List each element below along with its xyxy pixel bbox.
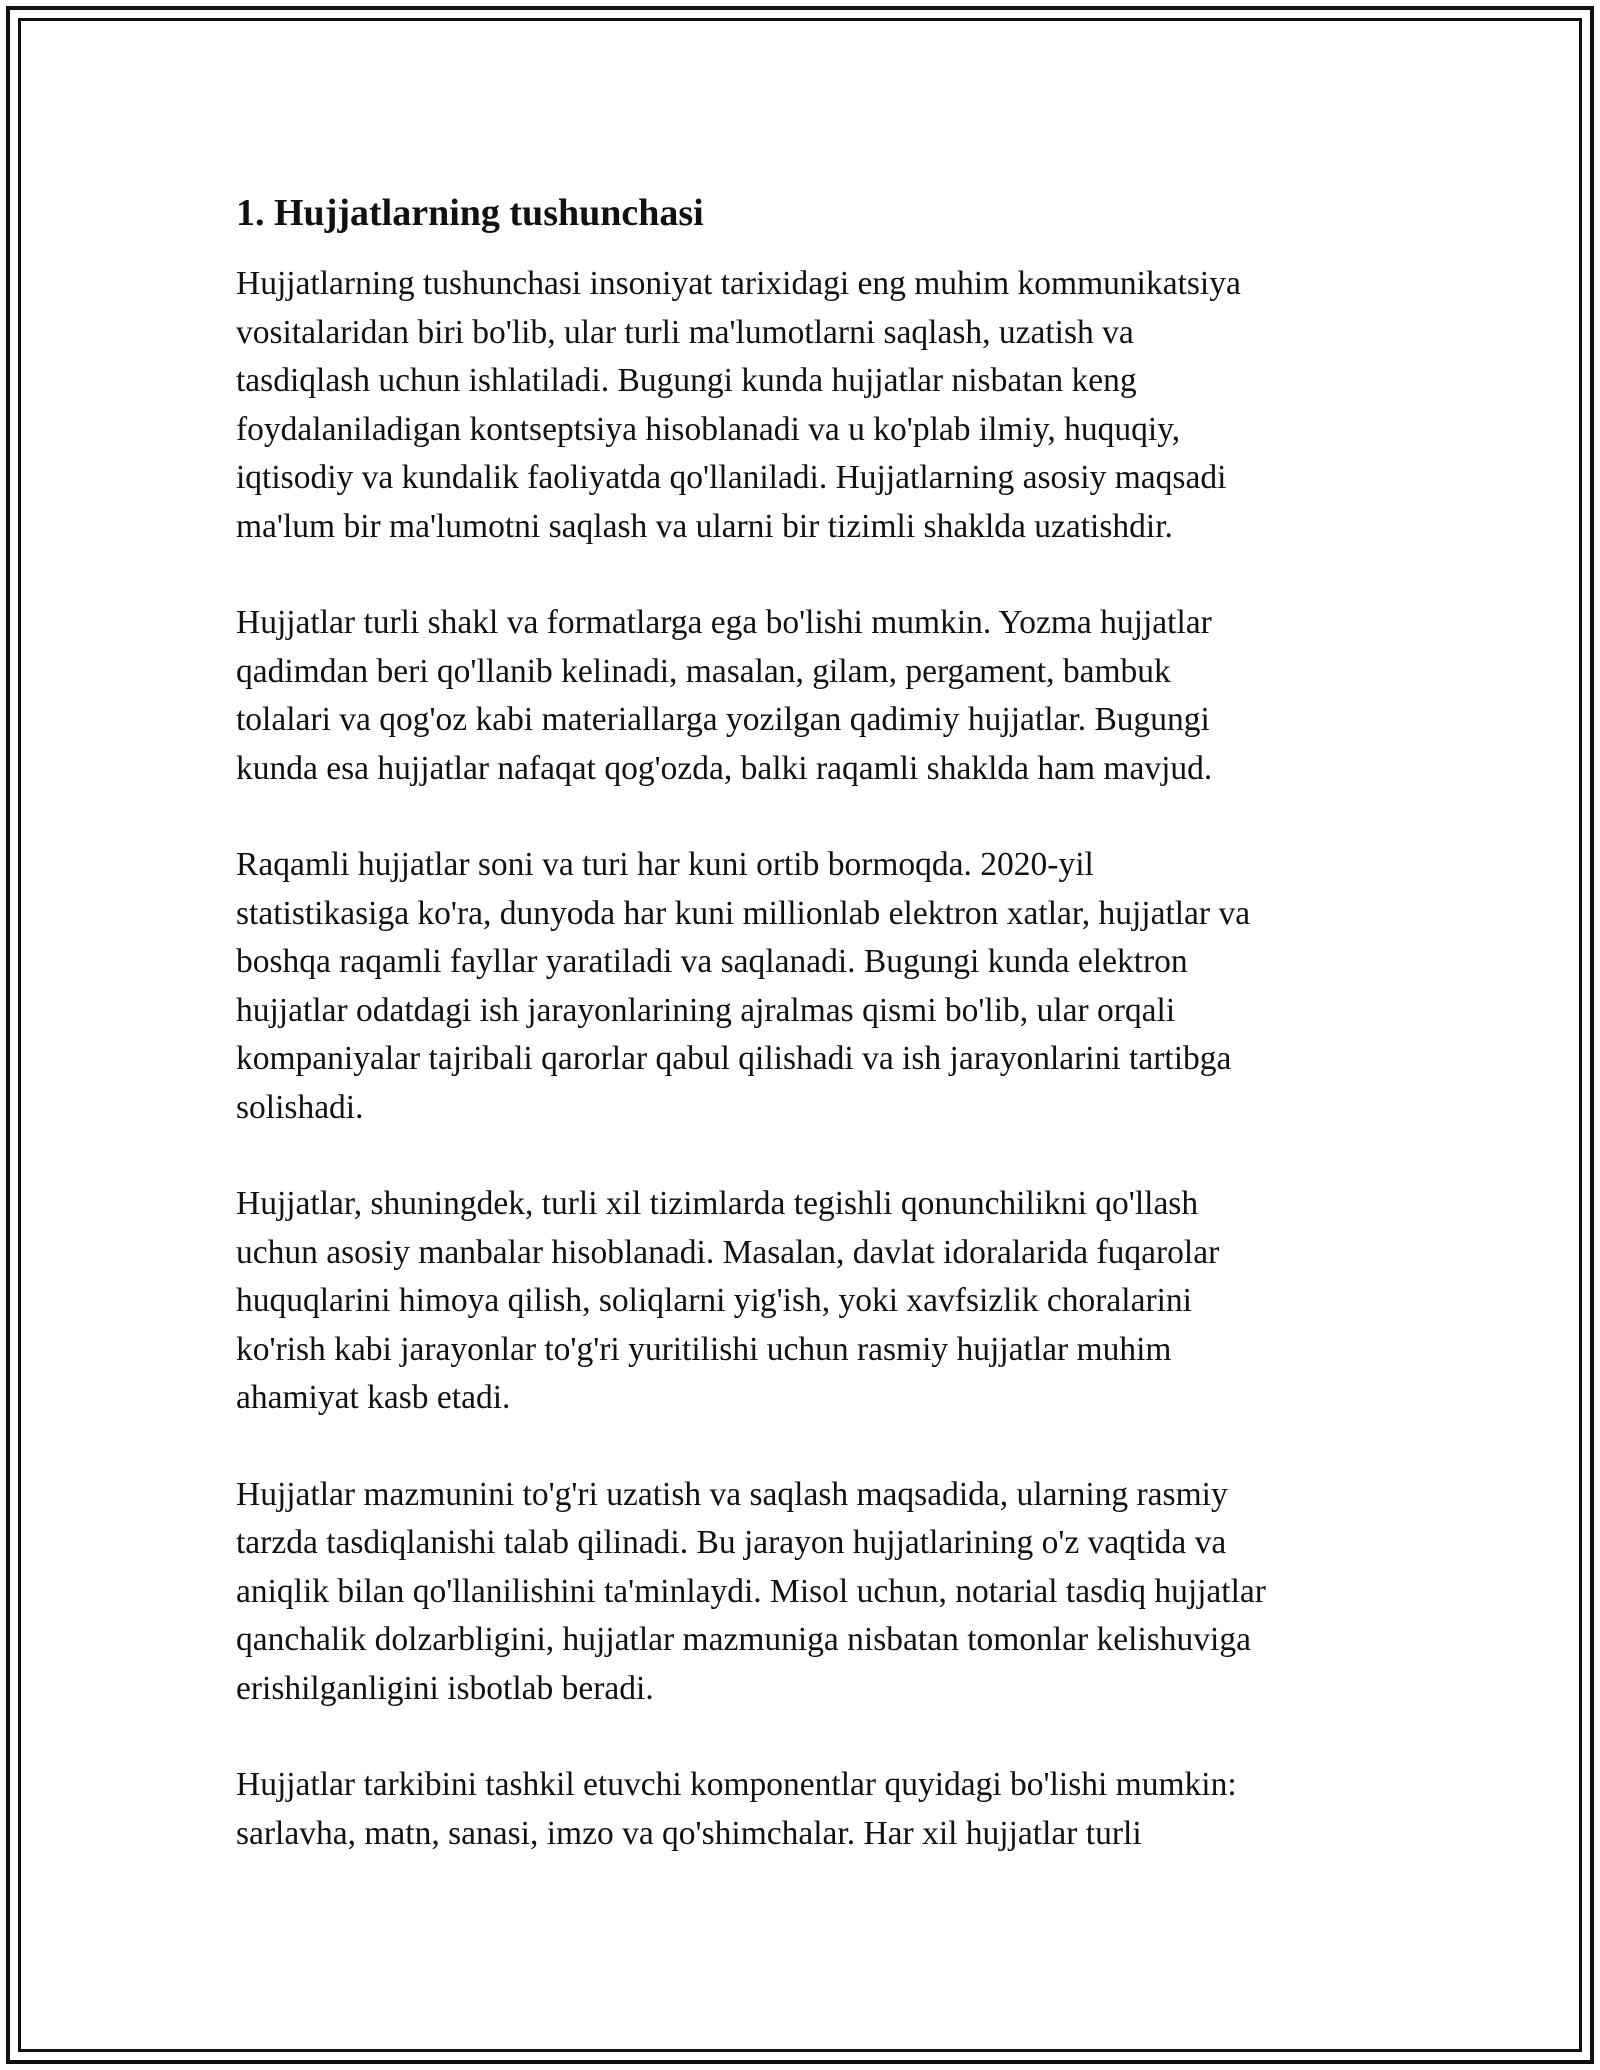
text-line: iqtisodiy va kundalik faoliyatda qo'llaniladi. Hujjatlarning asosiy maqsadi bbox=[236, 459, 1227, 496]
text-line: kompaniyalar tajribali qarorlar qabul qilishadi va ish jarayonlarini tartibga bbox=[236, 1040, 1232, 1077]
text-line: aniqlik bilan qo'llanilishini ta'minlaydi. Misol uchun, notarial tasdiq hujjatlar bbox=[236, 1572, 1266, 1610]
text-line: boshqa raqamli fayllar yaratiladi va saqlanadi. Bugungi kunda elektron bbox=[236, 943, 1188, 980]
text-line: Hujjatlar turli shakl va formatlarga ega bo'lishi mumkin. Yozma hujjatlar bbox=[236, 604, 1212, 641]
text-line: huquqlarini himoya qilish, soliqlarni yig'ish, yoki xavfsizlik choralarini bbox=[236, 1282, 1192, 1319]
text-line: ahamiyat kasb etadi. bbox=[236, 1379, 511, 1416]
text-line: foydalaniladigan kontseptsiya hisoblanadi va u ko'plab ilmiy, huquqiy, bbox=[236, 410, 1181, 448]
paragraph-3 bbox=[236, 841, 1376, 1132]
text-line: statistikasiga ko'ra, dunyoda har kuni millionlab elektron xatlar, hujjatlar va bbox=[236, 894, 1251, 932]
text-line: uchun asosiy manbalar hisoblanadi. Masalan, davlat idoralarida fuqarolar bbox=[236, 1233, 1220, 1271]
text-line: hujjatlar odatdagi ish jarayonlarining ajralmas qismi bo'lib, ular orqali bbox=[236, 991, 1176, 1029]
text-line: tasdiqlash uchun ishlatiladi. Bugungi kunda hujjatlar nisbatan keng bbox=[236, 362, 1137, 399]
paragraph-5 bbox=[236, 1471, 1376, 1714]
paragraph-1 bbox=[236, 260, 1376, 551]
paragraph-2 bbox=[236, 599, 1376, 793]
text-line: erishilganligini isbotlab beradi. bbox=[236, 1669, 654, 1707]
text-line: ko'rish kabi jarayonlar to'g'ri yuritilishi uchun rasmiy hujjatlar muhim bbox=[236, 1330, 1172, 1368]
text-line: solishadi. bbox=[236, 1088, 364, 1126]
text-line: Hujjatlar, shuningdek, turli xil tizimlarda tegishli qonunchilikni qo'llash bbox=[236, 1185, 1199, 1222]
section-heading: 1. Hujjatlarning tushunchasi bbox=[236, 192, 704, 234]
text-line: Hujjatlar mazmunini to'g'ri uzatish va saqlash maqsadida, ularning rasmiy bbox=[236, 1475, 1228, 1513]
text-line: Hujjatlarning tushunchasi insoniyat tarixidagi eng muhim kommunikatsiya bbox=[236, 265, 1241, 302]
text-line: Hujjatlar tarkibini tashkil etuvchi komponentlar quyidagi bo'lishi mumkin: bbox=[236, 1766, 1237, 1803]
text-line: Raqamli hujjatlar soni va turi har kuni ortib bormoqda. 2020-yil bbox=[236, 846, 1094, 883]
text-line: tolalari va qog'oz kabi materiallarga yozilgan qadimiy hujjatlar. Bugungi bbox=[236, 701, 1210, 738]
text-line: ma'lum bir ma'lumotni saqlash va ularni bir tizimli shaklda uzatishdir. bbox=[236, 507, 1173, 545]
paragraph-6 bbox=[236, 1761, 1376, 1858]
document-page bbox=[236, 186, 1376, 1906]
text-line: qanchalik dolzarbligini, hujjatlar mazmuniga nisbatan tomonlar kelishuviga bbox=[236, 1621, 1251, 1658]
text-line: tarzda tasdiqlanishi talab qilinadi. Bu jarayon hujjatlarining o'z vaqtida va bbox=[236, 1524, 1227, 1561]
text-line: vositalaridan biri bo'lib, ular turli ma'lumotlarni saqlash, uzatish va bbox=[236, 313, 1134, 351]
text-line: kunda esa hujjatlar nafaqat qog'ozda, balki raqamli shaklda ham mavjud. bbox=[236, 749, 1213, 787]
text-line: qadimdan beri qo'llanib kelinadi, masalan, gilam, pergament, bambuk bbox=[236, 652, 1171, 690]
paragraph-4 bbox=[236, 1180, 1376, 1423]
text-line: sarlavha, matn, sanasi, imzo va qo'shimchalar. Har xil hujjatlar turli bbox=[236, 1814, 1142, 1852]
